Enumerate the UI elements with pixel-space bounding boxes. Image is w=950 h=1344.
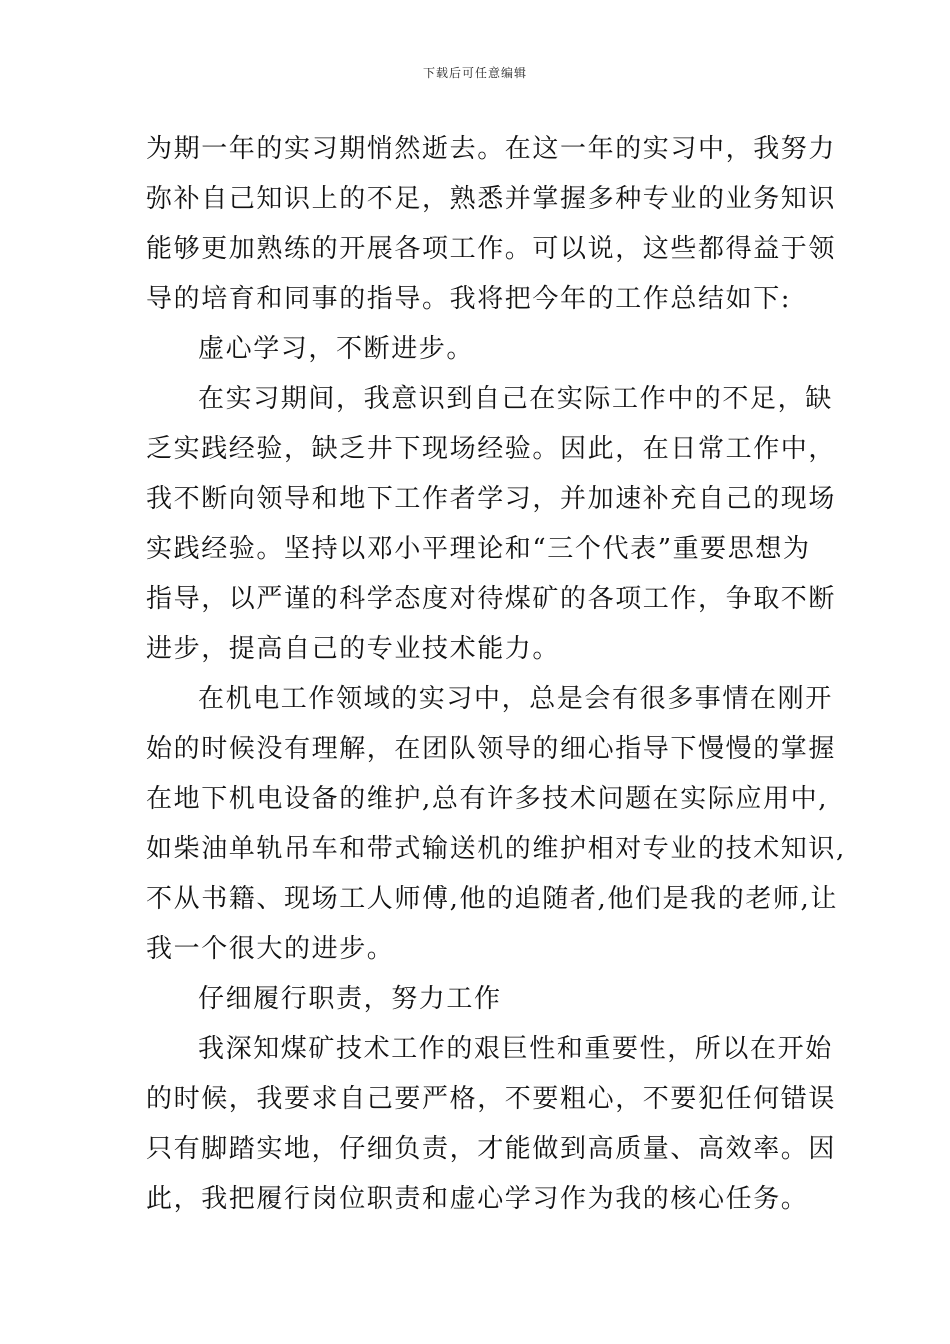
text-line: 如柴油单轨吊车和带式输送机的维护相对专业的技术知识,: [146, 834, 846, 864]
text-line: 我一个很大的进步。: [146, 934, 395, 964]
text-line: 在机电工作领域的实习中，总是会有很多事情在刚开: [198, 684, 833, 714]
text-line: 导的培育和同事的指导。我将把今年的工作总结如下:: [146, 284, 792, 314]
text-line: 不从书籍、现场工人师傅,他的追随者,他们是我的老师,让: [146, 884, 838, 914]
text-line: 在实习期间，我意识到自己在实际工作中的不足，缺: [198, 384, 833, 414]
text-line: 进步，提高自己的专业技术能力。: [146, 634, 561, 664]
text-line: 我深知煤矿技术工作的艰巨性和重要性，所以在开始: [198, 1034, 833, 1064]
text-line: 实践经验。坚持以邓小平理论和“三个代表”重要思想为: [146, 534, 811, 564]
text-line: 的时候，我要求自己要严格，不要粗心，不要犯任何错误: [146, 1084, 837, 1114]
text-line: 只有脚踏实地，仔细负责，才能做到高质量、高效率。因: [146, 1134, 837, 1164]
text-line: 弥补自己知识上的不足，熟悉并掌握多种专业的业务知识: [146, 184, 837, 214]
section-heading: 虚心学习，不断进步。: [198, 334, 475, 364]
text-line: 我不断向领导和地下工作者学习，并加速补充自己的现场: [146, 484, 837, 514]
text-line: 为期一年的实习期悄然逝去。在这一年的实习中，我努力: [146, 134, 837, 164]
text-line: 此，我把履行岗位职责和虚心学习作为我的核心任务。: [146, 1184, 809, 1214]
text-line: 指导，以严谨的科学态度对待煤矿的各项工作，争取不断: [146, 584, 837, 614]
document-body: [146, 124, 846, 1224]
header-note: 下载后可任意编辑: [422, 66, 527, 80]
text-line: 乏实践经验，缺乏井下现场经验。因此，在日常工作中，: [146, 434, 837, 464]
text-line: 始的时候没有理解，在团队领导的细心指导下慢慢的掌握: [146, 734, 837, 764]
text-line: 能够更加熟练的开展各项工作。可以说，这些都得益于领: [146, 234, 837, 264]
section-heading: 仔细履行职责，努力工作: [198, 984, 502, 1014]
text-line: 在地下机电设备的维护,总有许多技术问题在实际应用中,: [146, 784, 829, 814]
